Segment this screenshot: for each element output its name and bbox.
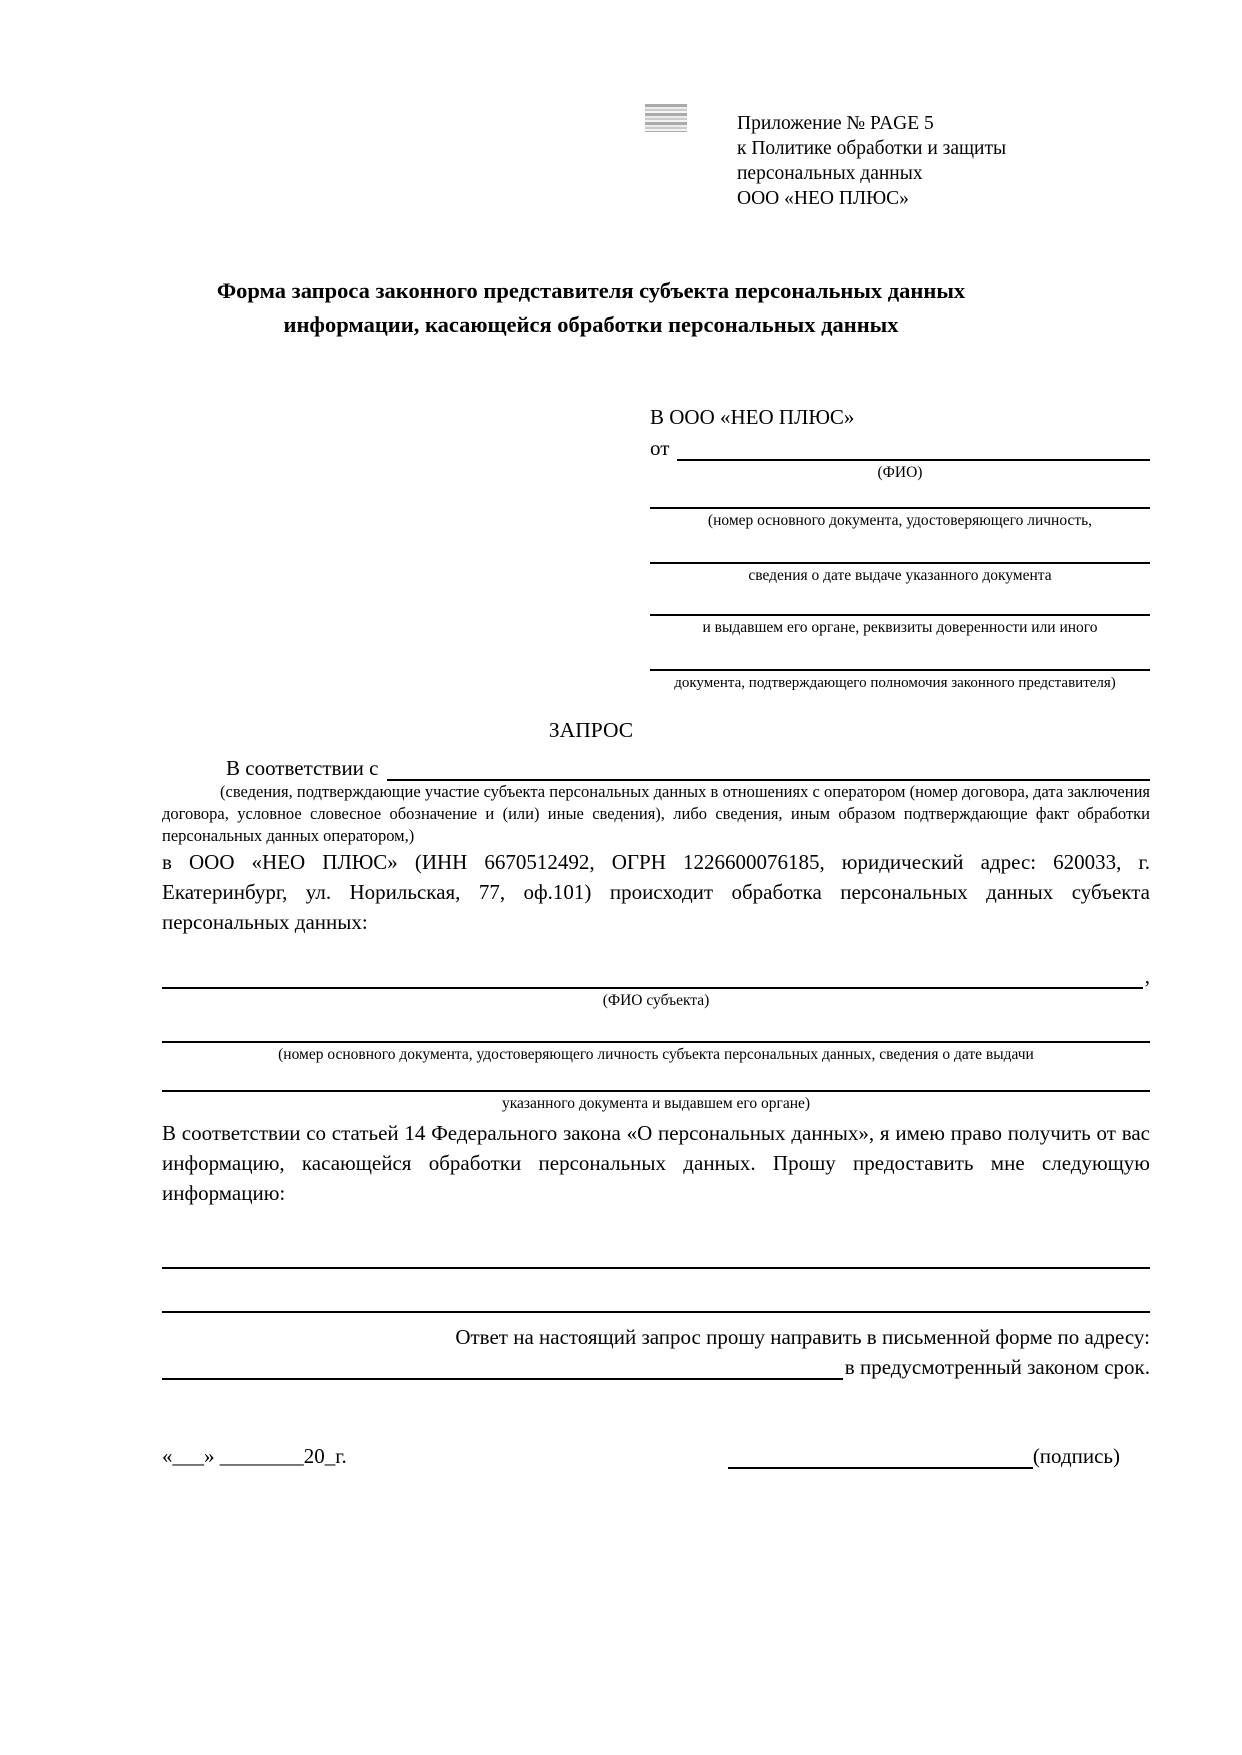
- subject-fio-line-comma: ,: [1144, 964, 1150, 989]
- doc-issue-date-blank-line: [650, 531, 1150, 564]
- answer-suffix: в предусмотренный законом срок.: [844, 1354, 1150, 1379]
- subject-doc-caption-1: (номер основного документа, удостоверяющего личность субъекта персональных данных, сведения о дате выдачи: [278, 1045, 1034, 1063]
- signature-blank-line: [728, 1445, 1033, 1469]
- from-label: от: [650, 436, 670, 461]
- accordance-field-row: [162, 753, 1150, 781]
- law-paragraph: В соответствии со статьей 14 Федерального закона «О персональных данных», я имею право получить от вас информацию, касающейся обработки персональных данных. Прошу предоставить мне следующую информацию:: [162, 1120, 1150, 1206]
- subject-fio-caption: (ФИО субъекта): [602, 992, 710, 1010]
- accordance-note: (сведения, подтверждающие участие субъекта персональных данных в отношениях с оператором (номер договора, дата заключения договора, условное словесное обозначение и (или) иные сведения), либо сведения, иным образом подтверждающие факт обработки персональных данных оператором,): [162, 781, 1150, 845]
- appendix-number-line: Приложение № PAGE 5: [737, 113, 934, 134]
- doc-powers-caption: документа, подтверждающего полномочия законного представителя): [674, 674, 1116, 691]
- appendix-company-line: ООО «НЕО ПЛЮС»: [737, 187, 909, 209]
- date-line: «___» ________20_г.: [162, 1443, 347, 1468]
- addressee-organization: В ООО «НЕО ПЛЮС»: [650, 405, 855, 430]
- representative-fio-blank-line: [677, 459, 1150, 461]
- appendix-subject-line: персональных данных: [737, 162, 923, 184]
- form-title-line1: Форма запроса законного представителя субъекта персональных данных: [216, 277, 966, 303]
- addressee-block: [650, 405, 1150, 691]
- paragraph-lines-icon: [645, 104, 687, 132]
- date-signature-row: [162, 1444, 1150, 1469]
- fio-caption: (ФИО): [877, 464, 923, 482]
- subject-fio-field-row: [162, 961, 1150, 989]
- accordance-label: В соответствии с: [226, 755, 379, 780]
- subject-fio-blank-line: [162, 987, 1143, 989]
- from-field-row: [650, 436, 1150, 461]
- appendix-policy-line: к Политике обработки и защиты: [737, 137, 1007, 159]
- doc-authority-caption: и выдавшем его органе, реквизиты доверенности или иного: [702, 619, 1098, 637]
- operator-paragraph: в ООО «НЕО ПЛЮС» (ИНН 6670512492, ОГРН 1226600076185, юридический адрес: 620033, г. Екатеринбург, ул. Норильская, 77, оф.101) происходит обработка персональных данных субъекта персональных данных:: [162, 849, 1150, 934]
- doc-number-blank-line: [650, 483, 1150, 509]
- subject-doc-blank-line: [162, 1011, 1150, 1043]
- subject-doc-authority-blank-line: [162, 1064, 1150, 1092]
- signature-group: [728, 1444, 1120, 1469]
- signature-caption: (подпись): [1032, 1443, 1120, 1468]
- subject-doc-caption-2: указанного документа и выдавшем его органе): [501, 1095, 811, 1113]
- form-title-line2: информации, касающейся обработки персональных данных: [283, 311, 899, 337]
- answer-address-row: [162, 1350, 1150, 1380]
- answer-request-line: Ответ на настоящий запрос прошу направить в письменной форме по адресу:: [455, 1324, 1150, 1349]
- requested-info-blank-line-2: [162, 1269, 1150, 1313]
- request-heading: ЗАПРОС: [548, 717, 634, 742]
- doc-powers-blank-line: [650, 638, 1150, 671]
- appendix-header: [737, 112, 1150, 212]
- answer-address-blank-line: [162, 1378, 843, 1380]
- doc-authority-blank-line: [650, 585, 1150, 616]
- requested-info-blank-line-1: [162, 1237, 1150, 1269]
- doc-number-caption: (номер основного документа, удостоверяющего личность,: [707, 511, 1093, 529]
- form-title: [162, 274, 1020, 342]
- doc-issue-date-caption: сведения о дате выдаче указанного документа: [748, 566, 1052, 584]
